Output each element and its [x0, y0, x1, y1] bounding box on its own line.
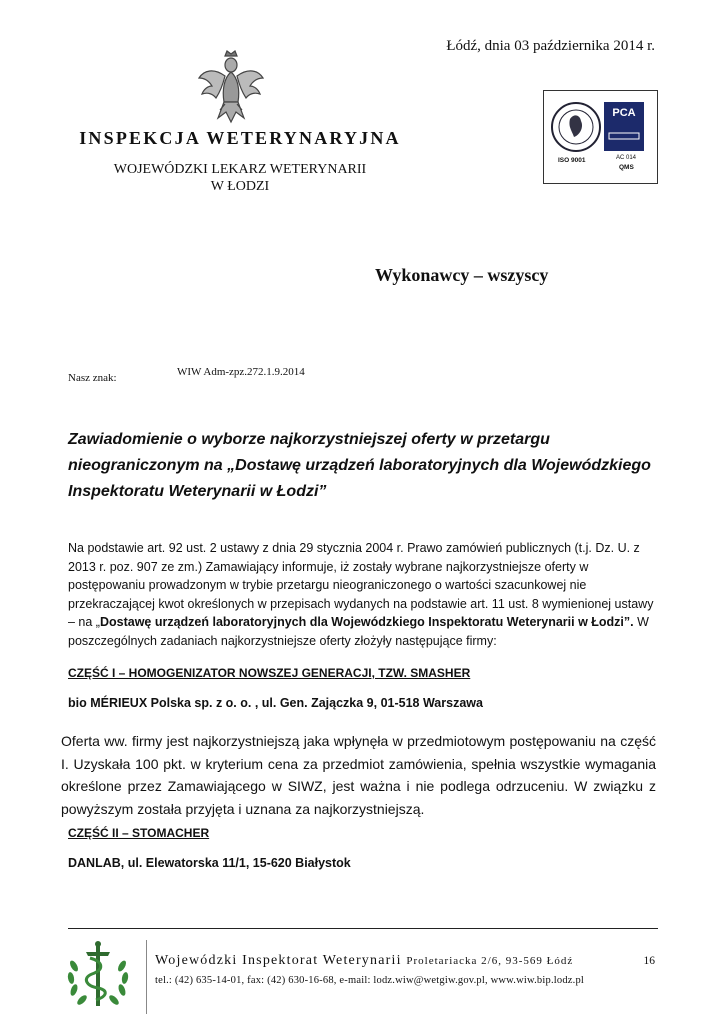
part-1-description: Oferta ww. firmy jest najkorzystniejszą jaka wpłynęła w przedmiotowym postępowaniu na część I. Uzyskała 100 pkt. w kryterium cena za przedmiot zamówienia, spełnia wszystkie wymagania określone przez Zamawiającego w SIWZ, jest ważna i nie podlega odrzuceniu. W związku z powyższym została przyjęta i uznana za najkorzystniejszą.	[61, 733, 656, 817]
footer-address: Proletariacka 2/6, 93-569 Łódź	[406, 955, 574, 967]
part-1-firm: bio MÉRIEUX Polska sp. z o. o. , ul. Gen. Zajączka 9, 01-518 Warszawa	[68, 696, 483, 710]
certification-logos	[543, 90, 658, 184]
part-2-heading: CZĘŚĆ II – STOMACHER	[68, 826, 210, 840]
notice-subject: Zawiadomienie o wyborze najkorzystniejszej oferty w przetargu nieograniczonym na „Dostawę urządzeń laboratoryjnych dla Wojewódzkiego Inspektoratu Weterynarii w Łodzi”	[68, 431, 651, 500]
certification-badge-icon	[544, 91, 657, 183]
intro-text-end: W poszczególnych zadaniach najkorzystniejsze oferty złożyły następujące firmy:	[68, 615, 649, 648]
veterinary-caduceus-icon	[64, 936, 132, 1012]
reference-label: Nasz znak:	[68, 372, 117, 384]
intro-text: Na podstawie art. 92 ust. 2 ustawy z dnia 29 stycznia 2004 r. Prawo zamówień publicznych (t.j. Dz. U. z 2013 r. poz. 907 ze zm.) Zamawiający informuje, iż zostały wybrane najkorzystniejsze oferty w postępowaniu prowadzonym w trybie przetargu nieograniczonego o wartości szacunkowej nie przekraczającej kwot określonych w przepisach wydanych na podstawie art. 11 ust. 8 wymienionej ustawy – na „	[68, 541, 654, 629]
footer-contact: tel.: (42) 635-14-01, fax: (42) 630-16-68, e-mail: lodz.wiw@wetgiw.gov.pl, www.wiw.bip.lodz.pl	[155, 975, 585, 986]
reference-number: WIW Adm-zpz.272.1.9.2014	[177, 366, 305, 378]
intro-paragraph	[68, 539, 663, 650]
document-date: Łódź, dnia 03 października 2014 r.	[446, 38, 655, 54]
institution-city: W ŁODZI	[210, 179, 270, 194]
ac-label: AC 014	[616, 155, 637, 161]
footer-institution-name: Wojewódzki Inspektorat Weterynarii	[155, 953, 402, 968]
page-number: 16	[643, 955, 655, 967]
institution-subtitle: WOJEWÓDZKI LEKARZ WETERYNARII	[113, 162, 367, 177]
footer-divider	[68, 928, 658, 929]
institution-name: INSPEKCJA WETERYNARYJNA	[79, 128, 401, 148]
part-2-firm: DANLAB, ul. Elewatorska 11/1, 15-620 Białystok	[68, 856, 351, 870]
footer-vertical-divider	[146, 940, 147, 1014]
qms-label: QMS	[619, 164, 634, 171]
polish-eagle-icon	[196, 48, 266, 124]
recipient: Wykonawcy – wszyscy	[375, 265, 549, 285]
intro-bold-text: Dostawę urządzeń laboratoryjnych dla Wojewódzkiego Inspektoratu Weterynarii w Łodzi”.	[99, 615, 634, 629]
iso-label: ISO 9001	[558, 157, 586, 164]
footer-institution	[155, 953, 573, 969]
part-1-heading: CZĘŚĆ I – HOMOGENIZATOR NOWSZEJ GENERACJI, TZW. SMASHER	[68, 666, 471, 680]
pca-label: PCA	[612, 107, 636, 119]
